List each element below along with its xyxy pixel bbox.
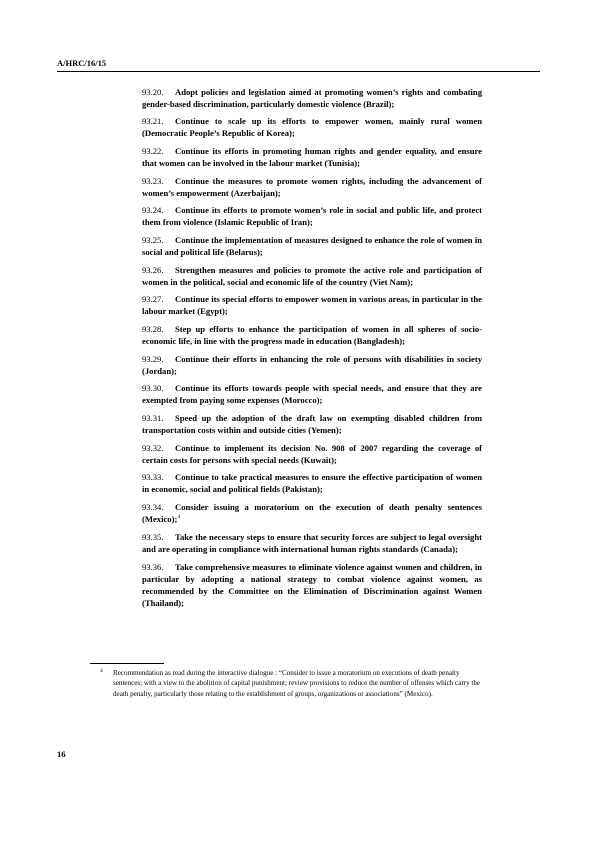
recommendation-number: 93.22.	[142, 145, 164, 156]
recommendation-text: Continue the implementation of measures designed to enhance the role of women in social and political life (Belarus);	[142, 234, 482, 257]
recommendation-text: Continue its efforts in promoting human rights and gender equality, and ensure that women can be involved in the labour market (Tunisia);	[142, 145, 482, 168]
recommendation-text: Continue their efforts in enhancing the role of persons with disabilities in society (Jordan);	[142, 353, 482, 376]
recommendation-item	[142, 412, 482, 436]
recommendation-text: Continue the measures to promote women rights, including the advancement of women’s empowerment (Azerbaijan);	[142, 175, 482, 198]
recommendations-list	[142, 86, 482, 615]
recommendation-number: 93.27.	[142, 294, 164, 305]
header-rule	[57, 71, 540, 72]
recommendation-number: 93.24.	[142, 205, 164, 216]
recommendation-text: Continue its special efforts to empower women in various areas, in particular in the labour market (Egypt);	[142, 294, 482, 317]
recommendation-number: 93.26.	[142, 264, 164, 275]
recommendation-text: Continue to scale up its efforts to empower women, mainly rural women (Democratic People’s Republic of Korea);	[142, 116, 482, 139]
recommendation-item	[142, 115, 482, 139]
footnote-rule	[90, 663, 164, 664]
footnote	[100, 668, 482, 699]
recommendation-number: 93.35.	[142, 531, 164, 542]
recommendation-number: 93.28.	[142, 324, 164, 334]
recommendation-text: Take the necessary steps to ensure that security forces are subject to legal oversight and are operating in compliance with international human rights standards (Canada);	[142, 531, 482, 554]
page-number: 16	[57, 749, 66, 759]
recommendation-number: 93.36.	[142, 561, 164, 572]
recommendation-item	[142, 323, 482, 347]
recommendation-item	[142, 175, 482, 199]
recommendation-text: Adopt policies and legislation aimed at promoting women’s rights and combating gender-based discrimination, particularly domestic violence (Brazil);	[142, 86, 482, 109]
recommendation-number: 93.20.	[142, 86, 164, 97]
recommendation-item	[142, 86, 482, 110]
footnote-reference: 4	[177, 514, 181, 521]
recommendation-text: Continue to implement its decision No. 908 of 2007 regarding the coverage of certain costs for persons with special needs (Kuwait);	[142, 442, 482, 465]
recommendation-number: 93.29.	[142, 353, 164, 364]
recommendation-text: Strengthen measures and policies to promote the active role and participation of women in the political, social and economic life of the country (Viet Nam);	[142, 264, 482, 287]
recommendation-text: Speed up the adoption of the draft law on exempting disabled children from transportation costs within and outside cities (Yemen);	[142, 413, 482, 436]
recommendation-number: 93.21.	[142, 116, 164, 127]
recommendation-number: 93.23.	[142, 175, 164, 186]
recommendation-item	[142, 561, 482, 609]
recommendation-text: Continue to take practical measures to ensure the effective participation of women in economic, social and political fields (Pakistan);	[142, 472, 482, 495]
recommendation-number: 93.34.	[142, 502, 164, 513]
recommendation-item	[142, 531, 482, 555]
recommendation-item	[142, 353, 482, 377]
recommendation-item	[142, 442, 482, 466]
recommendation-item	[142, 471, 482, 495]
footnote-mark: 4	[100, 668, 103, 674]
recommendation-number: 93.25.	[142, 234, 164, 245]
recommendation-item	[142, 293, 482, 317]
recommendation-number: 93.33.	[142, 472, 164, 483]
recommendation-text: Continue its efforts to promote women’s role in social and public life, and protect them from violence (Islamic Republic of Iran);	[142, 205, 482, 228]
recommendation-number: 93.32.	[142, 442, 164, 453]
recommendation-item	[142, 234, 482, 258]
recommendation-text: Take comprehensive measures to eliminate violence against women and children, in particular by adopting a national strategy to combat violence against women, as recommended by the Committee on the Elimination of Discrimination against Women (Thailand);	[142, 561, 482, 608]
recommendation-item	[142, 382, 482, 406]
recommendation-item	[142, 204, 482, 228]
recommendation-text: Consider issuing a moratorium on the execution of death penalty sentences (Mexico);	[142, 502, 482, 525]
recommendation-item	[142, 501, 482, 525]
recommendation-item	[142, 145, 482, 169]
page-header-symbol: A/HRC/16/15	[57, 58, 107, 68]
recommendation-number: 93.30.	[142, 383, 164, 394]
recommendation-text: Step up efforts to enhance the participation of women in all spheres of socio-economic life, in line with the progress made in education (Bangladesh);	[142, 324, 482, 347]
recommendation-item	[142, 264, 482, 288]
footnote-text: Recommendation as read during the interactive dialogue : “Consider to issue a moratorium on executions of death penalty sentences; with a view to the abolition of capital punishment; review provisions to reduce the number of offenses which carry the death penalty, particularly those relating to the establishment of groups, organizations or associations” (Mexico).	[113, 669, 481, 698]
recommendation-text: Continue its efforts towards people with special needs, and ensure that they are exempted from paying some expenses (Morocco);	[142, 383, 482, 406]
recommendation-number: 93.31.	[142, 413, 164, 424]
